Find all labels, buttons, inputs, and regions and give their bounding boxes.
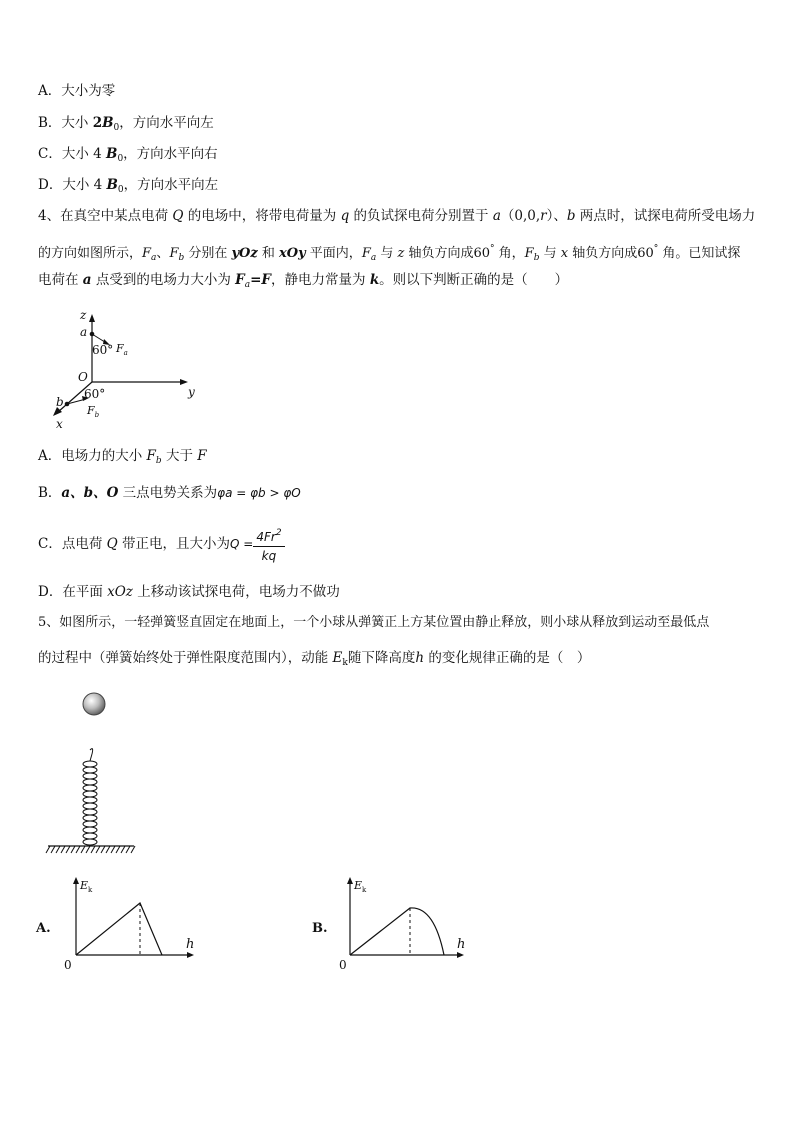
graph-b: [312, 872, 482, 974]
graph-b-origin-label: 0: [339, 958, 347, 972]
spring: [83, 749, 97, 845]
q5-stem-line2: 的过程中（弹簧始终处于弹性限度范围内），动能 $E_k$随下降高度h 的变化规律正确的是（ ）: [38, 650, 591, 668]
q4-stem-line1: 4、在真空中某点电荷 Q 的电场中，将带电荷量为 q 的负试探电荷分别置于 a（0,0,r）、b 两点时，试探电荷所受电场力: [38, 208, 756, 224]
q3-option-c: C．大小 4 $B_0$，方向水平向右: [38, 146, 218, 164]
graph-a: [36, 872, 206, 974]
label-y: y: [188, 385, 195, 399]
label-angle-b: 60°: [84, 387, 106, 401]
label-b: b: [56, 395, 64, 409]
label-fb: $F_b$: [87, 404, 100, 419]
label-angle-a: 60°: [92, 343, 114, 357]
graph-b-horizontal-arrowhead: [457, 952, 464, 958]
charge-formula: $\frac{4Fr^2}{kq}$: [253, 525, 284, 564]
q4-option-c: C．点电荷 Q 带正电，且大小为Q = $\frac{4Fr^2}{kq}$: [38, 524, 285, 564]
label-a: a: [80, 325, 88, 339]
q5-stem-line1: 5、如图所示，一轻弹簧竖直固定在地面上，一个小球从弹簧正上方某位置由静止释放，则小球从释放到运动至最低点: [38, 615, 710, 630]
graph-b-h-label: h: [457, 937, 466, 952]
y-axis-arrowhead: [180, 379, 188, 385]
z-axis-arrowhead: [89, 314, 95, 322]
q3-option-a: A．大小为零: [38, 83, 116, 99]
graph-a-curve: [76, 903, 162, 955]
graph-b-curve: [350, 908, 444, 955]
q4-stem-line3: 电荷在 a 点受到的电场力大小为 $F_a=F$，静电力常量为 k。则以下判断正确的是（ ）: [38, 272, 569, 290]
q3-option-b: B．大小 $2B_0$，方向水平向左: [38, 115, 214, 133]
q4-option-d: D．在平面 xOz 上移动该试探电荷，电场力不做功: [38, 584, 340, 600]
label-fa: $F_a$: [116, 342, 128, 357]
graph-a-vertical-arrowhead: [73, 877, 79, 884]
graph-a-origin-label: 0: [64, 958, 72, 972]
graph-b-ek-label: $E_k$: [354, 879, 367, 894]
graph-b-vertical-arrowhead: [347, 877, 353, 884]
label-origin: O: [78, 370, 88, 384]
graph-b-label: B.: [312, 921, 328, 936]
q4-axes-figure: [40, 298, 210, 433]
q4-option-b: B．a、b、O 三点电势关系为φa = φb > φO: [38, 485, 301, 501]
graph-a-horizontal-arrowhead: [187, 952, 194, 958]
graph-a-label: A.: [36, 921, 51, 936]
ball: [83, 693, 105, 715]
graph-a-h-label: h: [186, 937, 195, 952]
q3-option-d: D．大小 4 $B_0$，方向水平向左: [38, 177, 219, 195]
label-x: x: [56, 417, 63, 431]
q4-option-a: A．电场力的大小 $F_b$ 大于 F: [38, 448, 207, 466]
label-z: z: [80, 308, 87, 322]
q4-stem-line2: 的方向如图所示，$F_a$、$F_b$ 分别在 yOz 和 xOy 平面内，$F_a$ 与 z 轴负方向成60° 角，$F_b$ 与 x 轴负方向成60° 角。已知试探: [38, 244, 741, 263]
graph-a-ek-label: $E_k$: [80, 879, 93, 894]
ball-spring-figure: [44, 686, 144, 858]
ground: [46, 846, 135, 853]
